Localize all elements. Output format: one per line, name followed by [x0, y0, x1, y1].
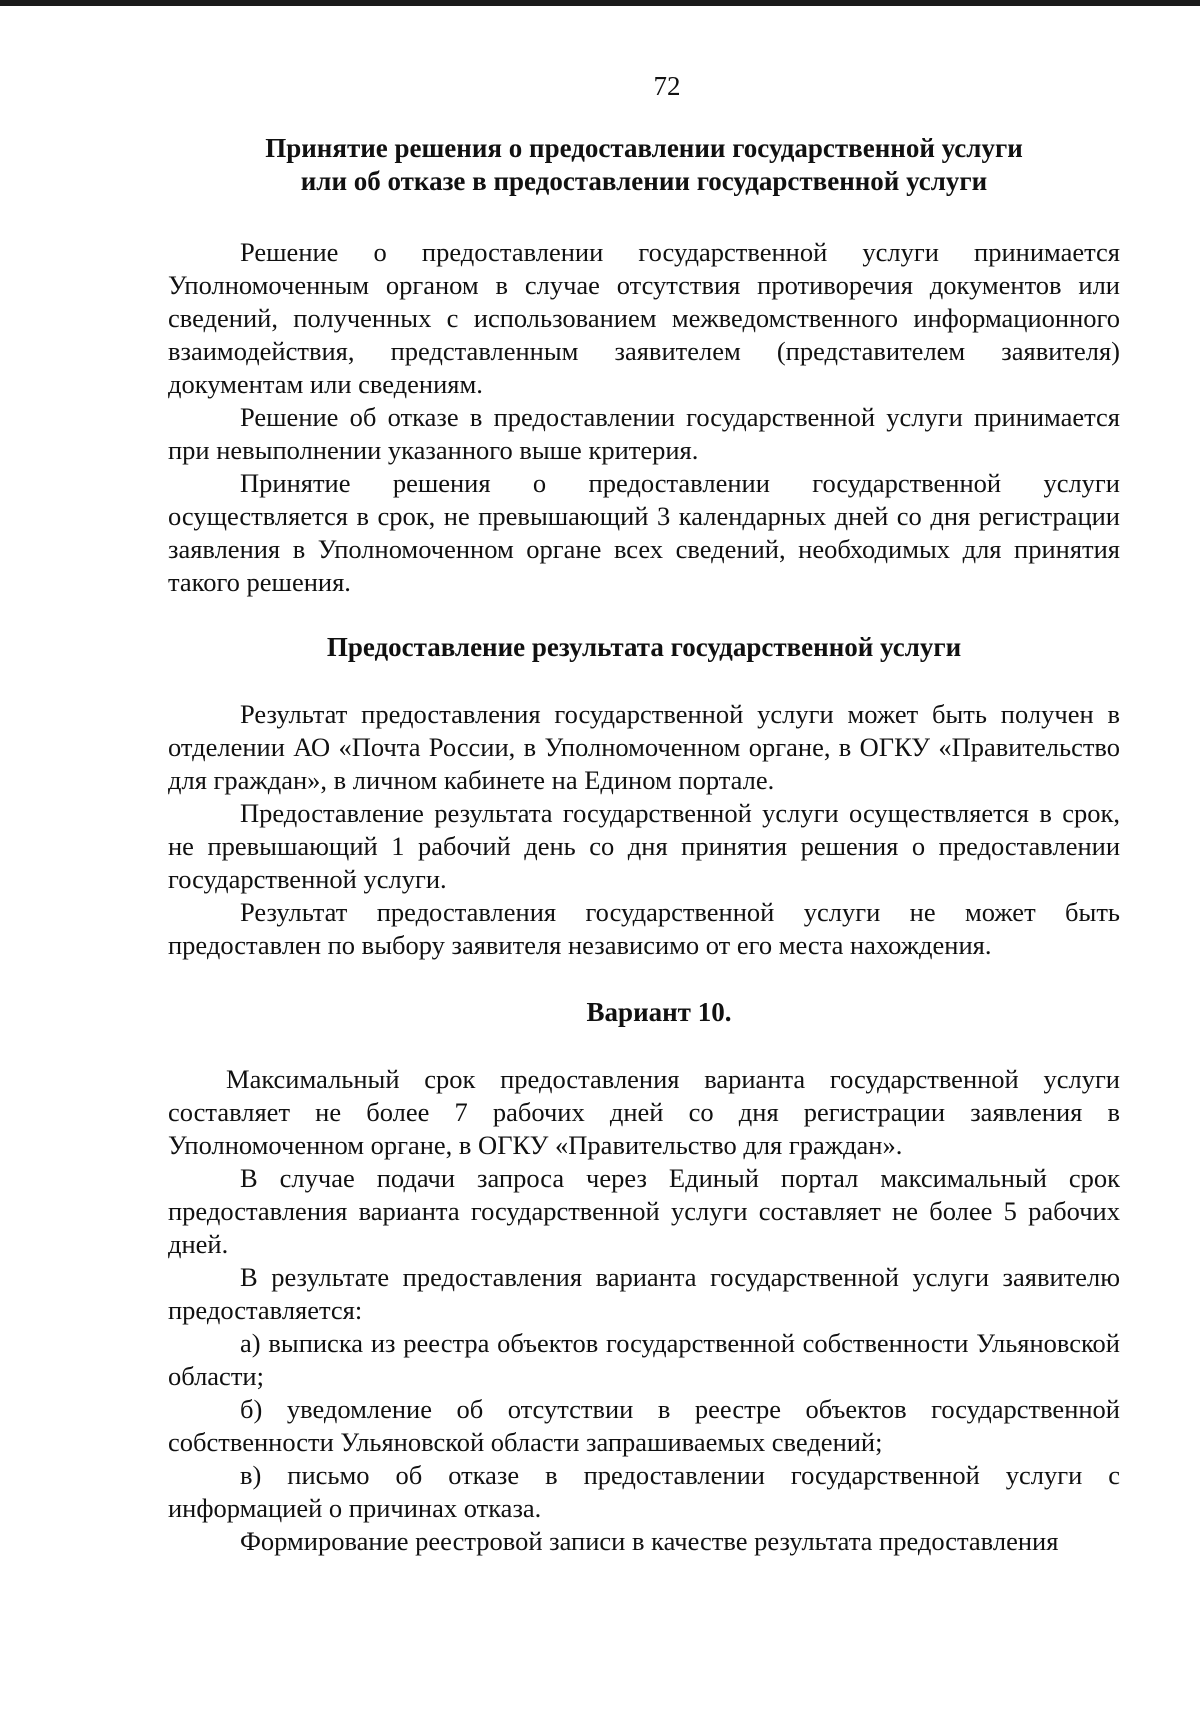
paragraph: Предоставление результата государственной услуги осуществляется в срок, не превышающий 1 рабочий день со дня принятия решения о предоставлении государственной услуги.	[168, 798, 1120, 894]
list-item: б) уведомление об отсутствии в реестре объектов государственной собственности Ульяновской области запрашиваемых сведений;	[168, 1394, 1120, 1457]
paragraph: В случае подачи запроса через Единый портал максимальный срок предоставления варианта государственной услуги составляет не более 5 рабочих дней.	[168, 1163, 1120, 1259]
list-item: а) выписка из реестра объектов государственной собственности Ульяновской области;	[168, 1328, 1120, 1391]
section-heading-decision-line1: Принятие решения о предоставлении государственной услуги	[265, 133, 1023, 163]
paragraph: Максимальный срок предоставления варианта государственной услуги составляет не более 7 рабочих дней со дня регистрации заявления в Уполномоченном органе, в ОГКУ «Правительство для граждан».	[168, 1064, 1120, 1160]
paragraph: Формирование реестровой записи в качестве результата предоставления	[240, 1526, 1059, 1556]
list-item: в) письмо об отказе в предоставлении государственной услуги с информацией о причинах отказа.	[168, 1460, 1120, 1523]
section-heading-decision-line2: или об отказе в предоставлении государственной услуги	[300, 166, 988, 196]
paragraph: Результат предоставления государственной услуги не может быть предоставлен по выбору заявителя независимо от его места нахождения.	[168, 897, 1120, 960]
document-page	[168, 60, 1120, 1558]
paragraph: Результат предоставления государственной услуги может быть получен в отделении АО «Почта России, в Уполномоченном органе, в ОГКУ «Правительство для граждан», в личном кабинете на Едином портале.	[168, 699, 1120, 795]
paragraph: В результате предоставления варианта государственной услуги заявителю предоставляется:	[168, 1262, 1120, 1325]
top-border-line	[0, 0, 1200, 6]
section-heading-decision	[168, 132, 1120, 198]
paragraph: Принятие решения о предоставлении государственной услуги осуществляется в срок, не превышающий 3 календарных дней со дня регистрации заявления в Уполномоченном органе всех сведений, необходимых для принятия такого решения.	[168, 468, 1120, 597]
section-heading-result: Предоставление результата государственной услуги	[326, 632, 962, 662]
section-heading-variant: Вариант 10.	[586, 997, 732, 1027]
paragraph: Решение об отказе в предоставлении государственной услуги принимается при невыполнении указанного выше критерия.	[168, 402, 1120, 465]
page-number: 72	[653, 71, 681, 101]
paragraph: Решение о предоставлении государственной услуги принимается Уполномоченным органом в случае отсутствия противоречия документов или сведений, полученных с использованием межведомственного информационного взаимодействия, представленным заявителем (представителем заявителя) документам или сведениям.	[168, 237, 1120, 399]
